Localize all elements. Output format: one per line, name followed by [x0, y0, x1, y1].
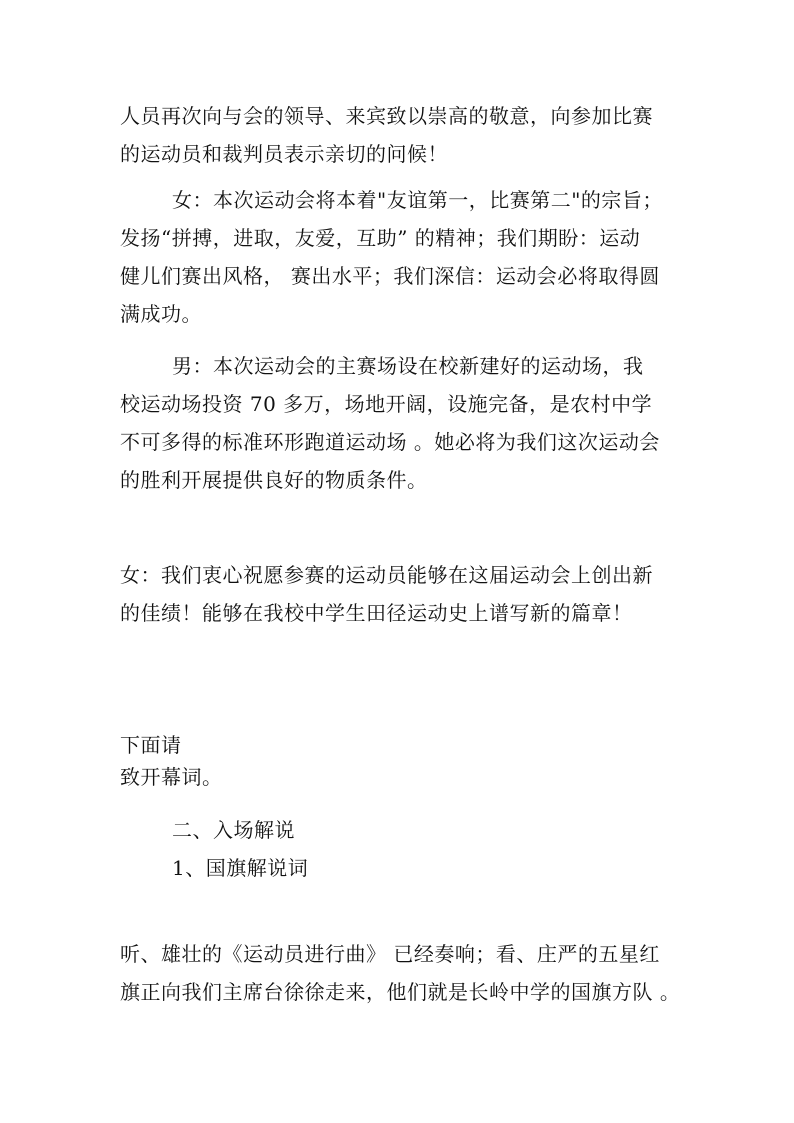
paragraph-invitation [120, 729, 680, 793]
text-line: 的佳绩！能够在我校中学生田径运动史上谱写新的篇章！ [120, 601, 633, 625]
text-line: 健儿们赛出风格， 赛出水平；我们深信：运动会必将取得圆 [120, 264, 660, 288]
text-line: 不可多得的标准环形跑道运动场 。她必将为我们这次运动会 [120, 430, 660, 454]
text-line: 的胜利开展提供良好的物质条件。 [120, 468, 428, 492]
subsection-heading [120, 849, 680, 887]
text-line: 女：本次运动会将本着"友谊第一，比赛第二"的宗旨； [172, 188, 663, 212]
paragraph-male-1 [120, 347, 680, 499]
text-line: 发扬“拼搏，进取，友爱，互助” 的精神；我们期盼：运动 [120, 226, 641, 250]
text-line: 1、国旗解说词 [172, 856, 309, 880]
text-line: 的运动员和裁判员表示亲切的问候！ [120, 142, 448, 166]
paragraph-female-2 [120, 556, 680, 632]
text-line: 校运动场投资 70 多万，场地开阔，设施完备，是农村中学 [120, 392, 653, 416]
paragraph-flag-commentary [120, 935, 680, 1011]
text-line: 听、雄壮的《运动员进行曲》 已经奏响；看、庄严的五星红 [120, 942, 660, 966]
text-line: 男：本次运动会的主赛场设在校新建好的运动场，我 [172, 354, 644, 378]
text-line: 致开幕词。 [120, 765, 223, 789]
paragraph-female-1 [120, 181, 680, 333]
text-line: 二、入场解说 [172, 818, 295, 842]
text-line: 女：我们衷心祝愿参赛的运动员能够在这届运动会上创出新 [120, 563, 653, 587]
text-line: 旗正向我们主席台徐徐走来，他们就是长岭中学的国旗方队 。 [120, 980, 681, 1004]
section-heading [120, 811, 680, 849]
text-line: 下面请 [120, 733, 182, 757]
text-line: 满成功。 [120, 302, 202, 326]
paragraph-greeting [120, 97, 680, 173]
text-line: 人员再次向与会的领导、来宾致以崇高的敬意，向参加比赛 [120, 104, 653, 128]
